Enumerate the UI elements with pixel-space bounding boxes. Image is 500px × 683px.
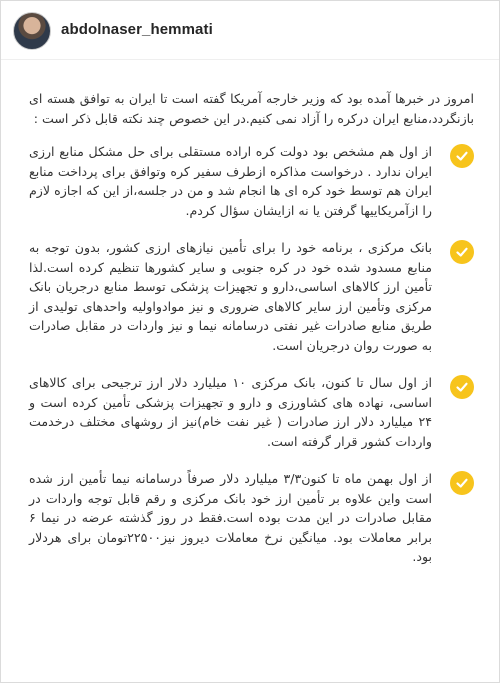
post-header	[1, 1, 499, 60]
post-content	[29, 89, 474, 585]
check-icon	[450, 240, 474, 264]
check-icon	[450, 471, 474, 495]
list-item	[29, 469, 474, 567]
list-item	[29, 238, 474, 355]
list-item-text: از اول سال تا کنون، بانک مرکزی ۱۰ میلیارد دلار ارز ترجیحی برای کالاهای اساسی، نهاده های کشاورزی و دارو و تجهیزات پزشکی تأمین کرده است و ۲۴ میلیارد دلار ارز صادرات ( غیر نفت خام)نیز از روشهای مختلف درخدمت واردات کشور قرار گرفته است.	[29, 375, 432, 449]
list-item	[29, 373, 474, 451]
list-item-text: از اول هم مشخص بود دولت کره اراده مستقلی برای حل مشکل منابع ارزی ایران ندارد . درخواست مذاکره ازطرف سفیر کره وتوافق برای پرداخت منابع ایران هم توسط خود کره ای ها انجام شد و من در جلسه،از این که اجازه لازم را ازآمریکاییها گرفتن یا نه ازایشان سؤال کردم.	[29, 144, 432, 218]
username[interactable]: abdolnaser_hemmati	[61, 21, 213, 38]
check-icon	[450, 144, 474, 168]
check-icon	[450, 375, 474, 399]
list-item	[29, 142, 474, 220]
avatar[interactable]	[13, 12, 51, 50]
list-item-text: بانک مرکزی ، برنامه خود را برای تأمین نیازهای ارزی کشور، بدون توجه به منابع مسدود شده خود در کره جنوبی و سایر کشورها تنظیم کرده است.لذا تأمین ارز کالاهای اساسی،دارو و تجهیزات پزشکی توسط منابع درجریان بانک مرکزی وتأمین ارز سایر کالاهای ضروری و نیز موادواولیه واحدهای تولیدی از طریق منابع صادرات غیر نفتی درسامانه نیما و نیز واردات در مقابل صادرات به صورت روان درجریان است.	[29, 240, 432, 353]
list-item-text: از اول بهمن ماه تا کنون۳/۳ میلیارد دلار صرفاً درسامانه نیما تأمین ارز شده است واین علاوه بر تأمین ارز خود بانک مرکزی و رقم قابل توجه واردات در مقابل صادرات در این مدت بوده است.فقط در روز گذشته عرضه در نیما ۶ برابر معاملات بود. میانگین نرخ معاملات دیروز نیز۲۲۵۰۰تومان برای هردلار بود.	[29, 471, 432, 564]
intro-text: امروز در خبرها آمده بود که وزیر خارجه آمریکا گفته است تا ایران به توافق هسته ای بازنگردد،منابع ایران درکره را آزاد نمی کنیم.در این خصوص چند نکته قابل ذکر است :	[29, 91, 474, 126]
